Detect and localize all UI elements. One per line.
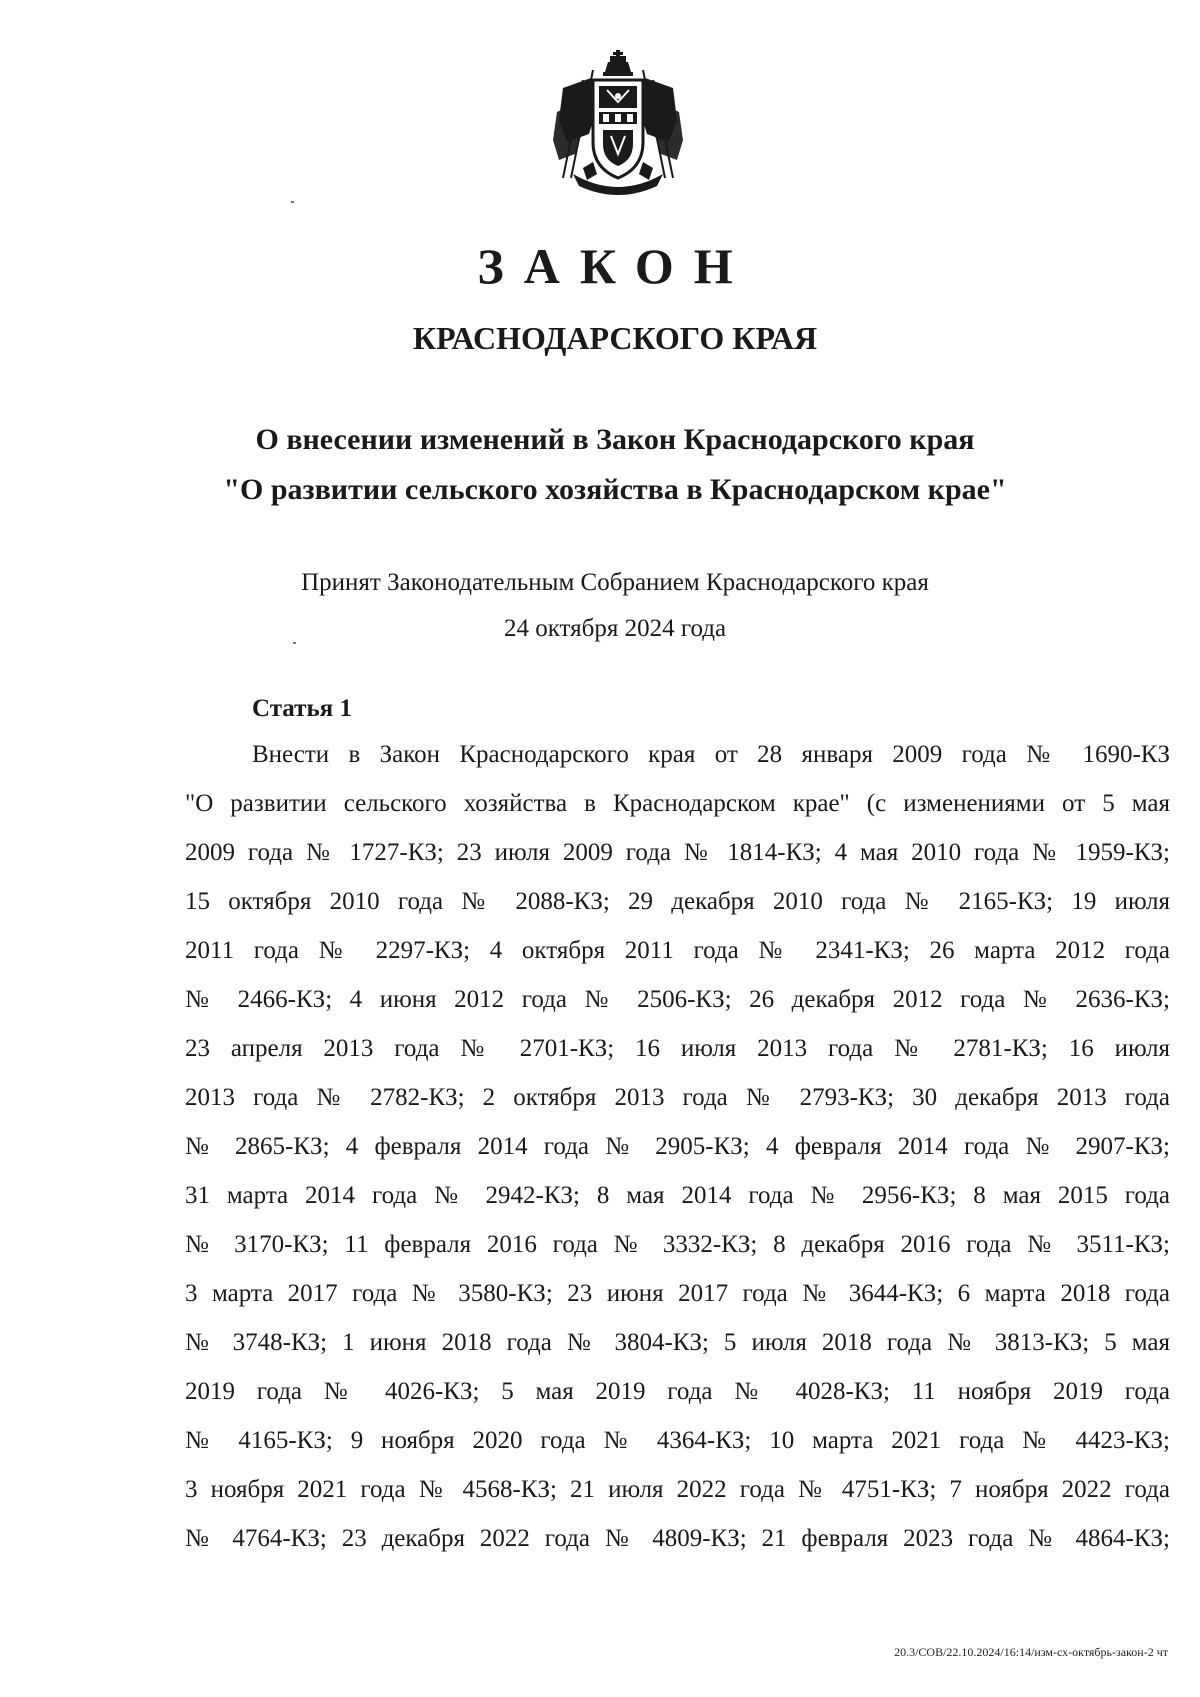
- adoption-date: 24 октября 2024 года: [503, 615, 727, 642]
- article-body-line: № 4764-КЗ; 23 декабря 2022 года № 4809-КЗ; 21 февраля 2023 года № 4864-КЗ;: [185, 1525, 1170, 1552]
- article-body-line: № 3748-КЗ; 1 июня 2018 года № 3804-КЗ; 5 июля 2018 года № 3813-КЗ; 5 мая: [185, 1329, 1170, 1356]
- article-body-line: 2011 года № 2297-КЗ; 4 октября 2011 года № 2341-КЗ; 26 марта 2012 года: [185, 937, 1170, 964]
- article-heading: Статья 1: [252, 695, 352, 722]
- document-subject-line-2: "О развитии сельского хозяйства в Краснодарском крае": [223, 473, 1007, 506]
- document-subject-line-1: О внесении изменений в Закон Краснодарского края: [255, 423, 975, 456]
- coat-of-arms-emblem: [553, 50, 683, 200]
- article-body-line: № 3170-КЗ; 11 февраля 2016 года № 3332-КЗ; 8 декабря 2016 года № 3511-КЗ;: [185, 1231, 1170, 1258]
- article-body-line: "О развитии сельского хозяйства в Краснодарском крае" (с изменениями от 5 мая: [185, 790, 1170, 817]
- article-body-line: 3 ноября 2021 года № 4568-КЗ; 21 июля 2022 года № 4751-КЗ; 7 ноября 2022 года: [185, 1476, 1170, 1503]
- article-body-line: 15 октября 2010 года № 2088-КЗ; 29 декабря 2010 года № 2165-КЗ; 19 июля: [185, 888, 1170, 915]
- scan-speck: [291, 201, 294, 203]
- article-body-line: 2013 года № 2782-КЗ; 2 октября 2013 года № 2793-КЗ; 30 декабря 2013 года: [185, 1084, 1170, 1111]
- article-body-line: 2009 года № 1727-КЗ; 23 июля 2009 года № 1814-КЗ; 4 мая 2010 года № 1959-КЗ;: [185, 839, 1170, 866]
- article-body-line: № 2865-КЗ; 4 февраля 2014 года № 2905-КЗ; 4 февраля 2014 года № 2907-КЗ;: [185, 1133, 1170, 1160]
- article-body-line: 23 апреля 2013 года № 2701-КЗ; 16 июля 2013 года № 2781-КЗ; 16 июля: [185, 1035, 1170, 1062]
- footer-document-code: 20.3/СОВ/22.10.2024/16:14/изм-сх-октябрь-закон-2 чт: [894, 1645, 1168, 1659]
- article-body-line: № 4165-КЗ; 9 ноября 2020 года № 4364-КЗ; 10 марта 2021 года № 4423-КЗ;: [185, 1427, 1170, 1454]
- article-body-line: 3 марта 2017 года № 3580-КЗ; 23 июня 2017 года № 3644-КЗ; 6 марта 2018 года: [185, 1280, 1170, 1307]
- article-body-line: 31 марта 2014 года № 2942-КЗ; 8 мая 2014 года № 2956-КЗ; 8 мая 2015 года: [185, 1182, 1170, 1209]
- document-title: ЗАКОН: [477, 238, 753, 294]
- article-body-line: 2019 года № 4026-КЗ; 5 мая 2019 года № 4028-КЗ; 11 ноября 2019 года: [185, 1378, 1170, 1405]
- document-region: КРАСНОДАРСКОГО КРАЯ: [412, 320, 818, 356]
- article-body-line: № 2466-КЗ; 4 июня 2012 года № 2506-КЗ; 26 декабря 2012 года № 2636-КЗ;: [185, 986, 1170, 1013]
- article-body-line: Внести в Закон Краснодарского края от 28 января 2009 года № 1690-КЗ: [252, 741, 1170, 768]
- adoption-statement: Принят Законодательным Собранием Краснодарского края: [301, 569, 929, 596]
